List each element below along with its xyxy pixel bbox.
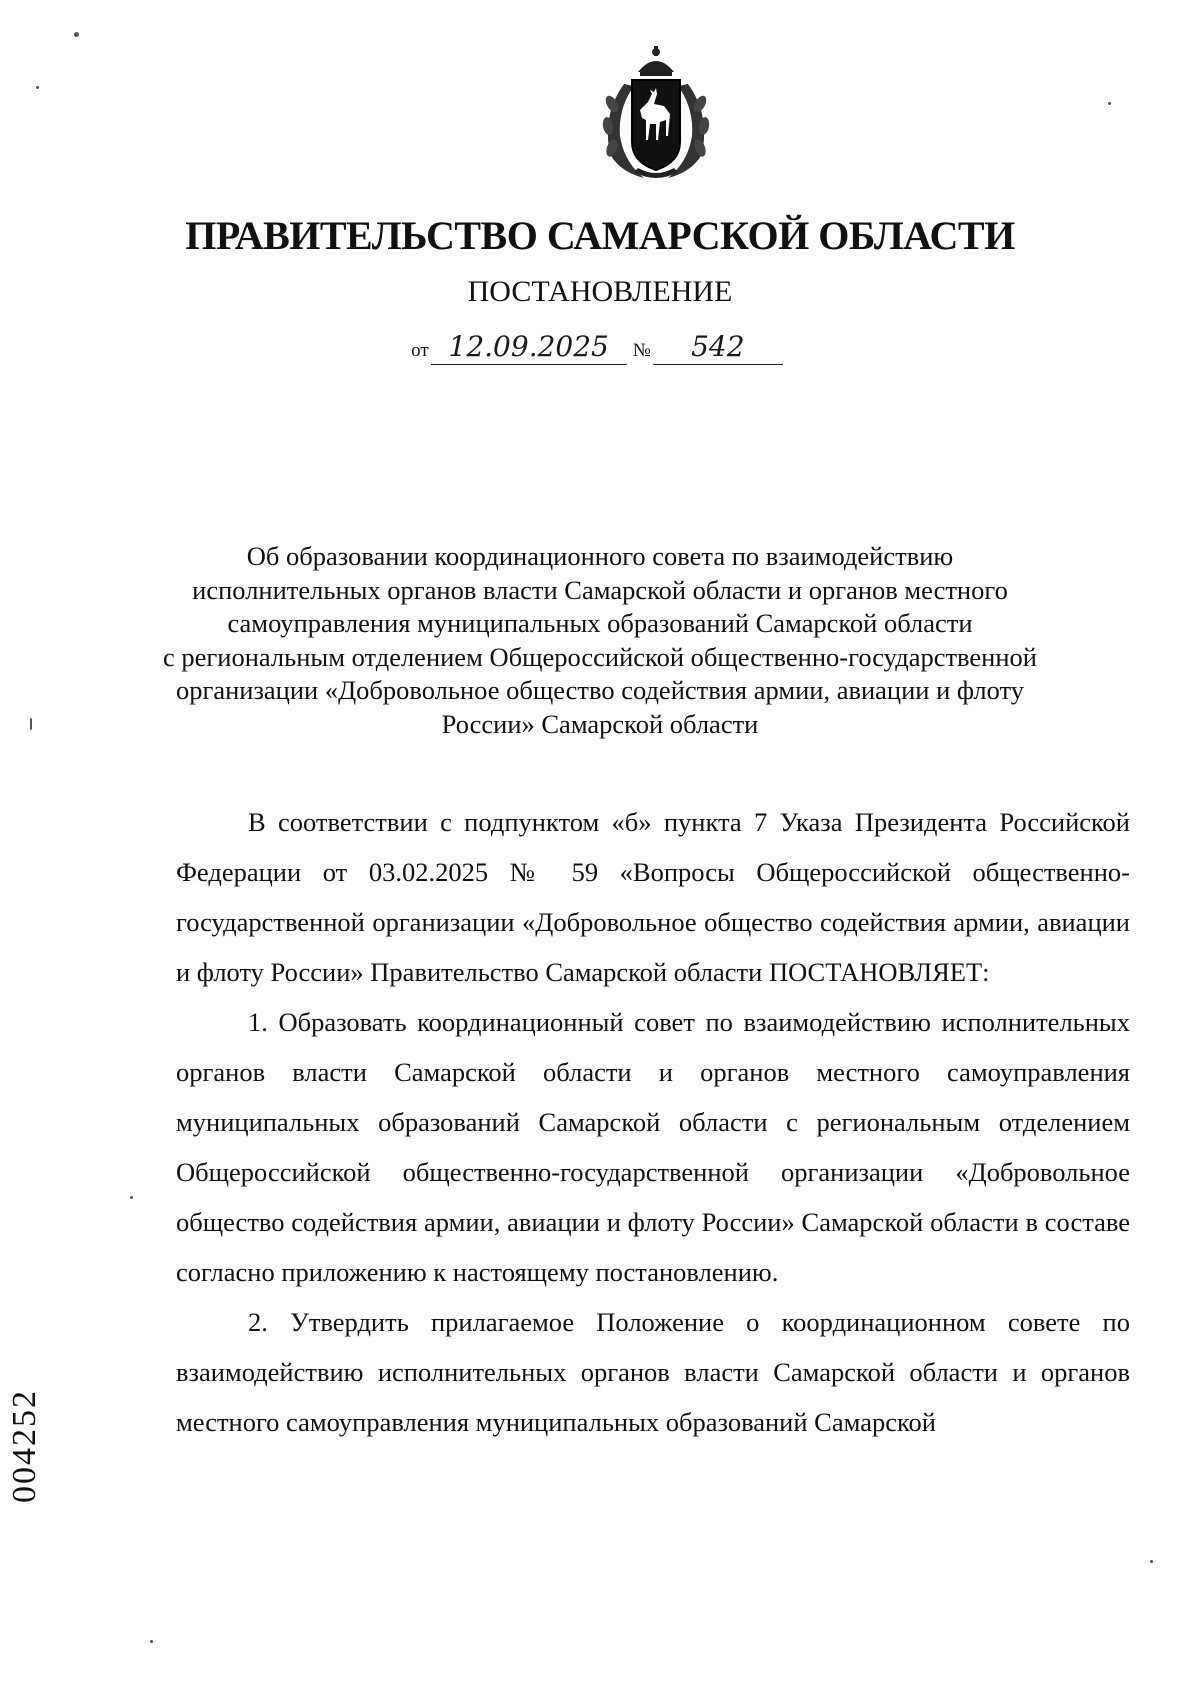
government-title: ПРАВИТЕЛЬСТВО САМАРСКОЙ ОБЛАСТИ [185, 213, 1015, 258]
body-paragraph: 2. Утвердить прилагаемое Положение о координационном совете по взаимодействию исполнительных органов власти Самарской области и органов местного самоуправления муниципальных образований Самарской [176, 1307, 1130, 1437]
document-type: ПОСТАНОВЛЕНИЕ [467, 275, 733, 308]
subject-line: России» Самарской области [441, 708, 759, 739]
number-prefix: № [632, 340, 651, 361]
scan-speck [36, 86, 39, 89]
body-paragraph: В соответствии с подпунктом «б» пункта 7 Указа Президента Российской Федерации от 03.02.2025 № 59 «Вопросы Общероссийской общественно-государственной организации «Добровольное общество содействия армии, авиации и флоту России» Правительство Самарской области ПОСТАНОВЛЯЕТ: [176, 807, 1130, 987]
coat-of-arms-icon [594, 44, 718, 184]
scan-speck [1150, 1560, 1153, 1563]
subject-line: Об образовании координационного совета по взаимодействию [246, 541, 954, 571]
document-body [176, 797, 1130, 1447]
scan-speck [130, 1196, 133, 1199]
subject-line: исполнительных органов власти Самарской области и органов местного [192, 574, 1008, 605]
date-value: 12.09.2025 [431, 330, 627, 365]
body-paragraph: 1. Образовать координационный совет по взаимодействию исполнительных органов власти Самарской области и органов местного самоуправления муниципальных образований Самарской области с региональным отделением Общероссийской общественно-государственной организации «Добровольное общество содействия армии, авиации и флоту России» Самарской области в составе согласно приложению к настоящему постановлению. [176, 1007, 1130, 1287]
scan-speck [150, 1640, 153, 1643]
date-prefix: от [411, 340, 429, 361]
scan-speck [74, 32, 79, 37]
scan-speck [30, 718, 32, 730]
date-number-line [0, 330, 1200, 365]
subject-line: организации «Добровольное общество содействия армии, авиации и флоту [175, 675, 1025, 705]
number-value: 542 [653, 330, 783, 365]
scan-speck [1108, 102, 1111, 105]
document-subject [140, 540, 1060, 741]
serial-number: 004252 [6, 1389, 43, 1503]
subject-line: самоуправления муниципальных образований Самарской области [227, 608, 973, 638]
subject-line: с региональным отделением Общероссийской общественно-государственной [163, 641, 1037, 672]
